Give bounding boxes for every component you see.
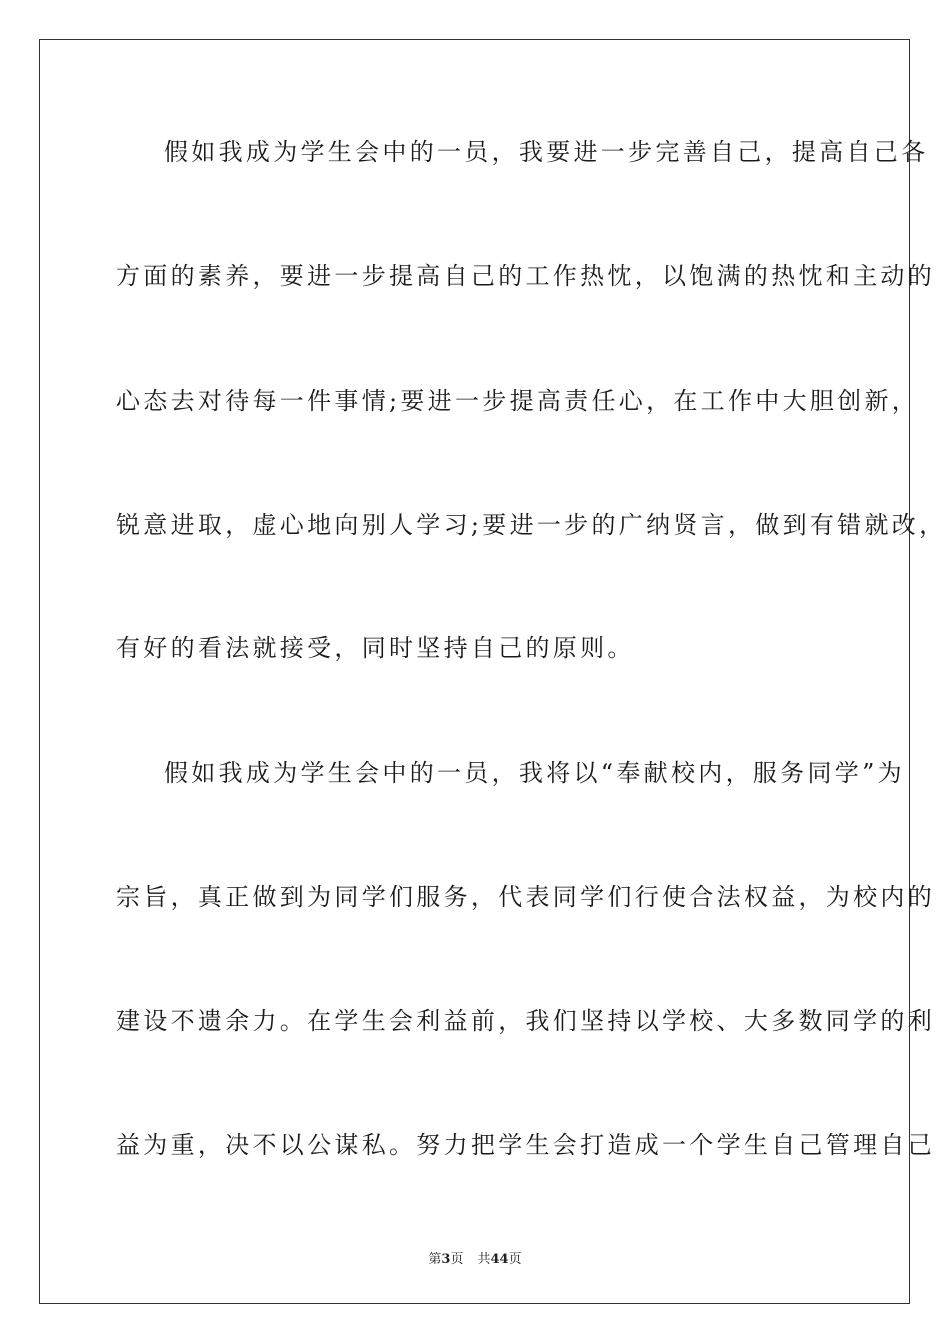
paragraph-1-line-4: 锐意进取，虚心地向别人学习;要进一步的广纳贤言，做到有错就改， (116, 511, 947, 539)
paragraph-2-line-2: 宗旨，真正做到为同学们服务，代表同学们行使合法权益，为校内的 (116, 883, 935, 911)
paragraph-1-line-3: 心态去对待每一件事情;要进一步提高责任心，在工作中大胆创新， (116, 387, 920, 415)
page-border (39, 39, 947, 1304)
total-pages: 44 (490, 1252, 509, 1267)
total-label-prefix: 共 (477, 1252, 491, 1267)
page-label-suffix: 页 (450, 1252, 464, 1267)
paragraph-2-line-1: 假如我成为学生会中的一员，我将以“奉献校内，服务同学”为 (164, 759, 905, 787)
page-number: 3 (441, 1252, 451, 1267)
paragraph-1-line-1: 假如我成为学生会中的一员，我要进一步完善自己，提高自己各 (164, 138, 929, 166)
page-footer (0, 1248, 950, 1267)
total-label-suffix: 页 (508, 1252, 522, 1267)
paragraph-2-line-3: 建设不遗余力。在学生会利益前，我们坚持以学校、大多数同学的利 (116, 1007, 935, 1035)
paragraph-1-line-5: 有好的看法就接受，同时坚持自己的原则。 (116, 634, 635, 662)
paragraph-2-line-4: 益为重，决不以公谋私。努力把学生会打造成一个学生自己管理自己 (116, 1131, 935, 1159)
page-label-prefix: 第 (428, 1252, 442, 1267)
paragraph-1-line-2: 方面的素养，要进一步提高自己的工作热忱，以饱满的热忱和主动的 (116, 262, 935, 290)
